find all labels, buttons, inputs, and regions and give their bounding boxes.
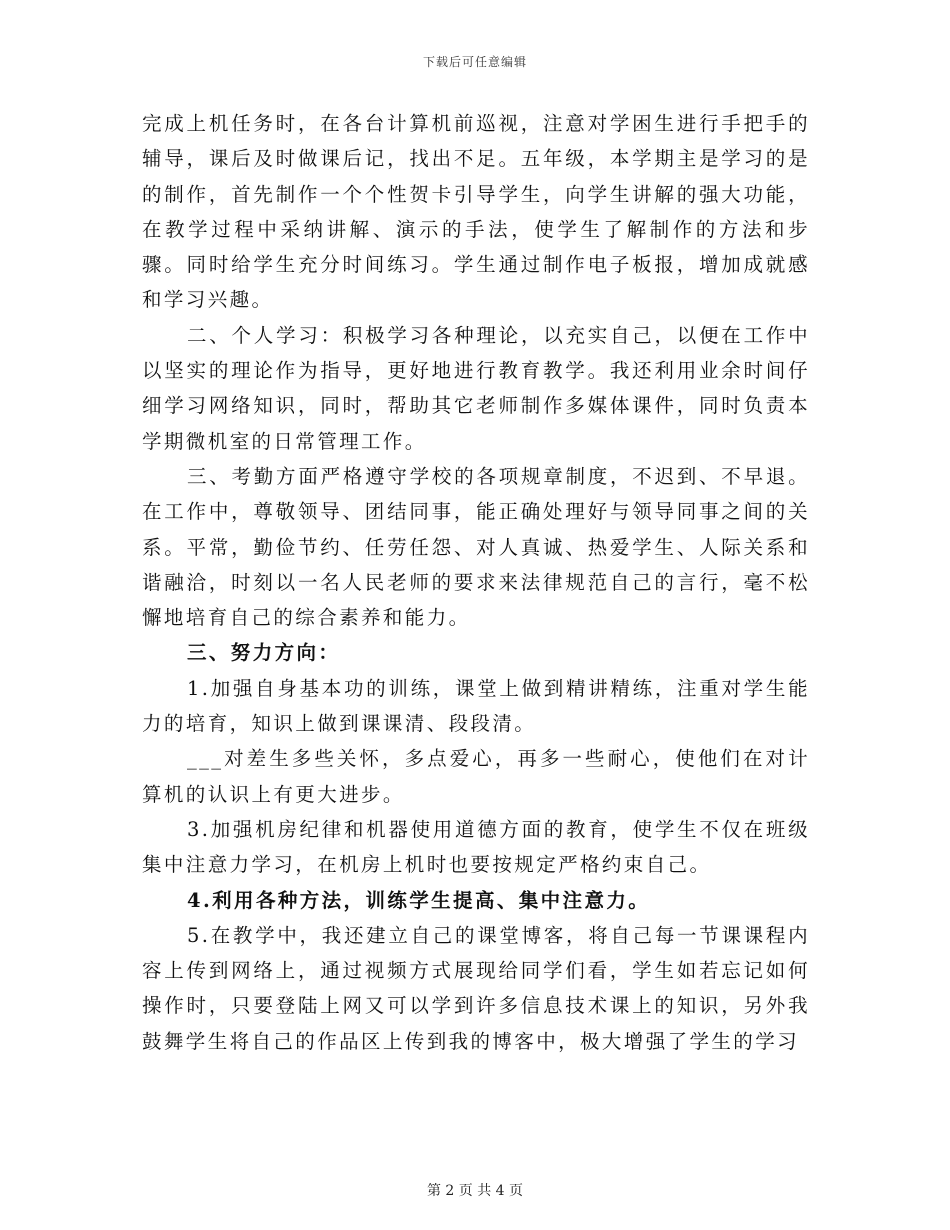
list-item-3: 3.加强机房纪律和机器使用道德方面的教育，使学生不仅在班级集中注意力学习，在机房上机时也要按规定严格约束自己。 bbox=[142, 817, 810, 877]
list-item-2: ___对差生多些关怀，多点爱心，再多一些耐心，使他们在对计算机的认识上有更大进步。 bbox=[142, 747, 810, 806]
list-item-5: 5.在教学中，我还建立自己的课堂博客，将自己每一节课课程内容上传到网络上，通过视频方式展现给同学们看，学生如若忘记如何操作时，只要登陆上网又可以学到许多信息技术课上的知识，另外我鼓舞学生将自己的作品区上传到我的博客中，极大增强了学生的学习 bbox=[142, 923, 810, 1053]
section-heading-direction: 三、努力方向： bbox=[187, 641, 341, 665]
page-number-footer: 第 2 页 共 4 页 bbox=[426, 1183, 524, 1199]
paragraph-personal-study: 二、个人学习：积极学习各种理论，以充实自己，以便在工作中以坚实的理论作为指导，更好地进行教育教学。我还利用业余时间仔细学习网络知识，同时，帮助其它老师制作多媒体课件，同时负责本学期微机室的日常管理工作。 bbox=[142, 323, 810, 453]
list-item-4: 4.利用各种方法，训练学生提高、集中注意力。 bbox=[187, 888, 651, 912]
document-body bbox=[142, 106, 810, 1059]
page-header-note: 下载后可任意编辑 bbox=[422, 55, 527, 69]
paragraph-teaching-process: 完成上机任务时，在各台计算机前巡视，注意对学困生进行手把手的辅导，课后及时做课后记，找出不足。五年级，本学期主是学习的是的制作，首先制作一个个性贺卡引导学生，向学生讲解的强大功能，在教学过程中采纳讲解、演示的手法，使学生了解制作的方法和步骤。同时给学生充分时间练习。学生通过制作电子板报，增加成就感和学习兴趣。 bbox=[142, 112, 810, 312]
paragraph-attendance: 三、考勤方面严格遵守学校的各项规章制度，不迟到、不早退。在工作中，尊敬领导、团结同事，能正确处理好与领导同事之间的关系。平常，勤俭节约、任劳任怨、对人真诚、热爱学生、人际关系和谐融洽，时刻以一名人民老师的要求来法律规范自己的言行，毫不松懈地培育自己的综合素养和能力。 bbox=[142, 464, 810, 630]
list-item-1: 1.加强自身基本功的训练，课堂上做到精讲精练，注重对学生能力的培育，知识上做到课课清、段段清。 bbox=[142, 676, 810, 736]
